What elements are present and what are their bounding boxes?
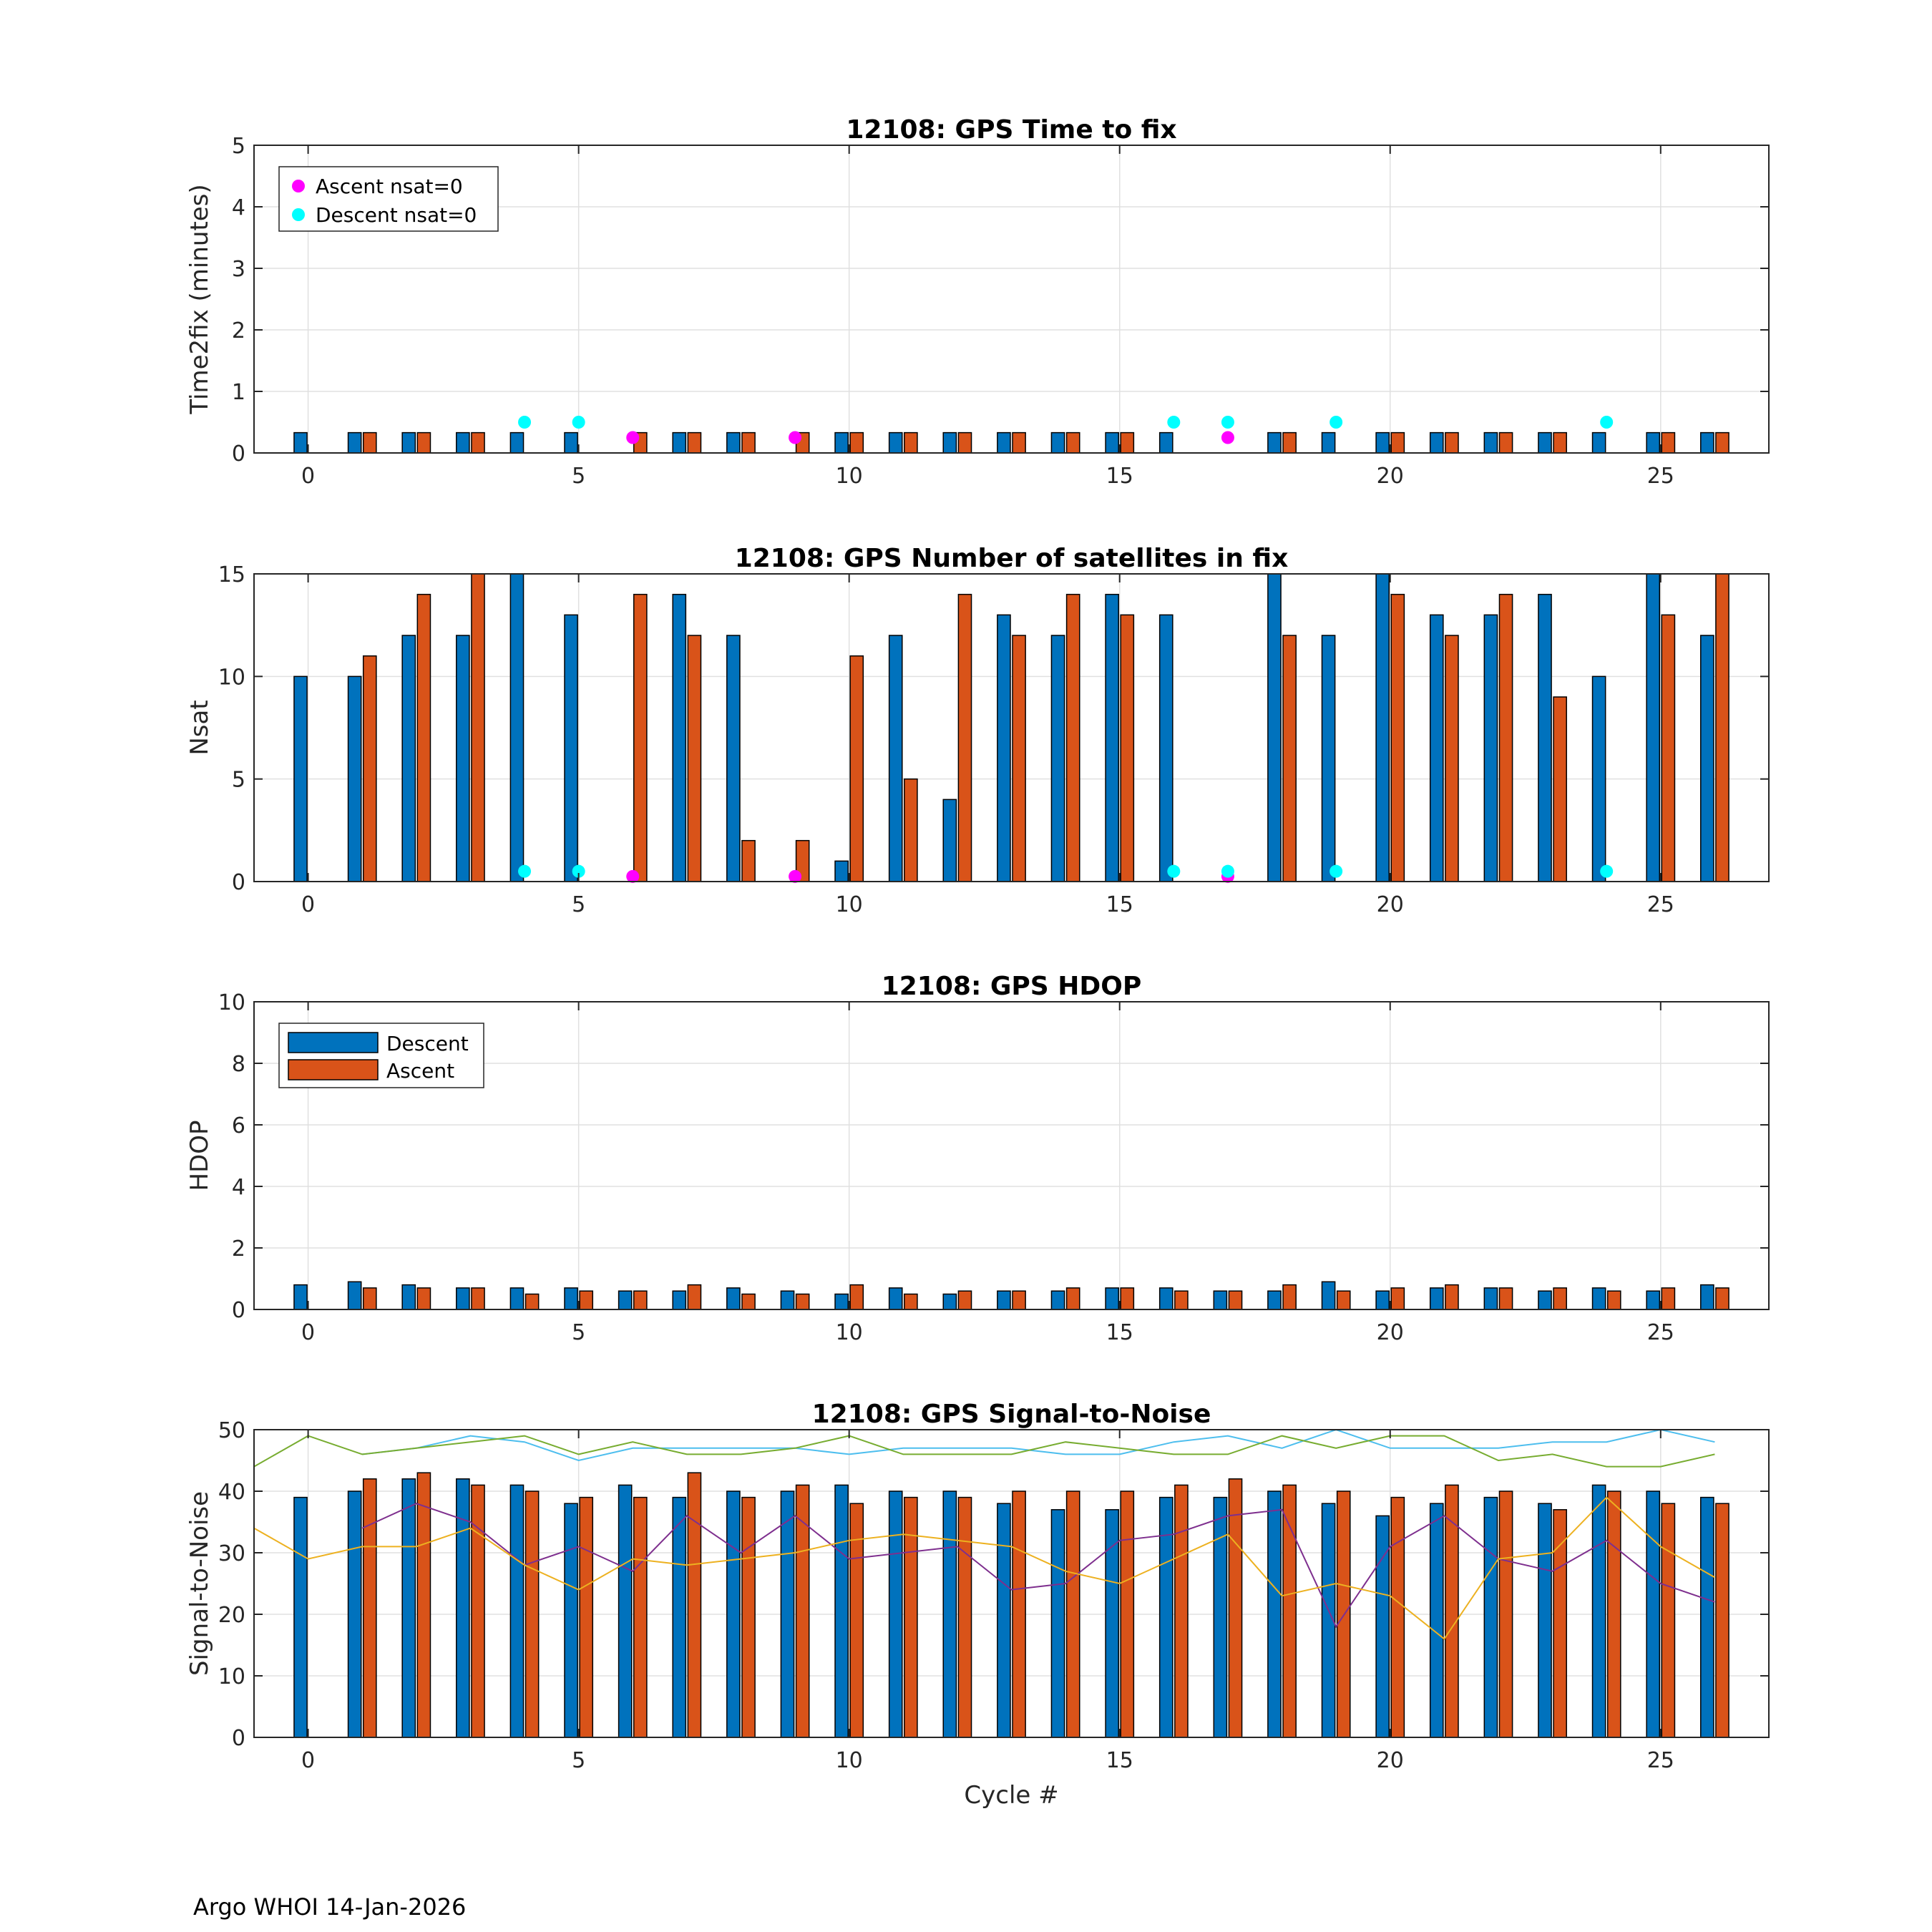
x-tick-label: 20 bbox=[1376, 464, 1404, 489]
bar-descent-8 bbox=[727, 1288, 740, 1309]
x-tick-label: 0 bbox=[301, 1320, 316, 1345]
bar-ascent-23 bbox=[1553, 1510, 1566, 1737]
y-tick-label: 8 bbox=[231, 1052, 245, 1077]
bar-descent-10 bbox=[835, 1294, 848, 1310]
bar-descent-5 bbox=[565, 615, 577, 882]
bar-descent-15 bbox=[1106, 1288, 1118, 1309]
bar-ascent-1 bbox=[364, 656, 376, 882]
bar-ascent-10 bbox=[850, 1285, 863, 1309]
bar-ascent-13 bbox=[1013, 1491, 1025, 1737]
bar-descent-26 bbox=[1701, 433, 1714, 453]
bar-descent-7 bbox=[673, 595, 686, 882]
bar-descent-9 bbox=[781, 1491, 794, 1737]
y-tick-label: 2 bbox=[231, 1236, 245, 1262]
y-tick-label: 1 bbox=[231, 380, 245, 405]
bar-descent-4 bbox=[510, 1485, 523, 1737]
legend-descent-swatch bbox=[288, 1033, 378, 1053]
x-tick-label: 15 bbox=[1106, 1320, 1133, 1345]
bar-descent-11 bbox=[889, 1491, 902, 1737]
bar-descent-13 bbox=[997, 615, 1010, 882]
bar-descent-16 bbox=[1160, 1288, 1173, 1309]
bar-descent-8 bbox=[727, 635, 740, 882]
bar-descent-18 bbox=[1268, 574, 1281, 882]
chart-title: 12108: GPS HDOP bbox=[881, 972, 1142, 1001]
y-tick-label: 0 bbox=[231, 1298, 245, 1323]
x-tick-label: 10 bbox=[835, 892, 863, 917]
bar-descent-14 bbox=[1051, 1291, 1064, 1309]
bar-ascent-12 bbox=[958, 1498, 971, 1737]
bar-descent-25 bbox=[1646, 1491, 1659, 1737]
legend-ascent-label: Ascent bbox=[386, 1059, 455, 1083]
bar-descent-23 bbox=[1538, 595, 1551, 882]
bar-ascent-3 bbox=[472, 433, 484, 453]
y-tick-label: 2 bbox=[231, 318, 245, 343]
y-axis-label: Nsat bbox=[185, 700, 214, 756]
bar-descent-14 bbox=[1051, 635, 1064, 882]
bar-descent-16 bbox=[1160, 1498, 1173, 1737]
legend-descent-label: Descent bbox=[386, 1032, 469, 1055]
x-tick-label: 0 bbox=[301, 892, 316, 917]
bar-descent-25 bbox=[1646, 433, 1659, 453]
footer-text: Argo WHOI 14-Jan-2026 bbox=[193, 1893, 467, 1921]
bar-descent-22 bbox=[1484, 1498, 1497, 1737]
y-tick-label: 0 bbox=[231, 1726, 245, 1751]
bar-descent-1 bbox=[348, 433, 361, 453]
bar-descent-16 bbox=[1160, 615, 1173, 882]
bar-ascent-26 bbox=[1716, 1503, 1729, 1737]
bar-ascent-4 bbox=[526, 1491, 539, 1737]
x-tick-label: 10 bbox=[835, 1748, 863, 1773]
bar-ascent-25 bbox=[1662, 433, 1674, 453]
bar-descent-20 bbox=[1376, 1516, 1389, 1737]
bar-descent-26 bbox=[1701, 1498, 1714, 1737]
bar-ascent-18 bbox=[1283, 635, 1296, 882]
bar-descent-13 bbox=[997, 433, 1010, 453]
marker-descent-nsat0 bbox=[518, 416, 531, 429]
bar-descent-21 bbox=[1430, 1288, 1443, 1309]
bar-descent-19 bbox=[1322, 635, 1335, 882]
bar-ascent-8 bbox=[742, 1498, 755, 1737]
bar-ascent-13 bbox=[1013, 1291, 1025, 1309]
bar-descent-22 bbox=[1484, 1288, 1497, 1309]
y-tick-label: 10 bbox=[218, 665, 245, 691]
bar-ascent-20 bbox=[1391, 595, 1404, 882]
bar-ascent-16 bbox=[1175, 1291, 1188, 1309]
bar-ascent-7 bbox=[688, 433, 701, 453]
x-tick-label: 25 bbox=[1646, 892, 1674, 917]
bar-descent-25 bbox=[1646, 1291, 1659, 1309]
bar-descent-24 bbox=[1593, 433, 1606, 453]
marker-descent-nsat0 bbox=[572, 416, 585, 429]
marker-descent-nsat0 bbox=[518, 865, 531, 878]
bar-ascent-22 bbox=[1499, 433, 1512, 453]
bar-descent-21 bbox=[1430, 433, 1443, 453]
bar-ascent-11 bbox=[904, 779, 917, 882]
bar-ascent-13 bbox=[1013, 433, 1025, 453]
bar-descent-18 bbox=[1268, 1491, 1281, 1737]
marker-descent-nsat0 bbox=[1221, 416, 1234, 429]
y-tick-label: 6 bbox=[231, 1113, 245, 1138]
bar-descent-2 bbox=[402, 1479, 415, 1737]
bar-ascent-11 bbox=[904, 433, 917, 453]
bar-ascent-25 bbox=[1662, 615, 1674, 882]
bar-ascent-6 bbox=[634, 1291, 647, 1309]
bar-descent-14 bbox=[1051, 433, 1064, 453]
bar-descent-0 bbox=[294, 676, 307, 882]
bar-ascent-16 bbox=[1175, 1485, 1188, 1737]
bar-descent-10 bbox=[835, 861, 848, 882]
y-tick-label: 0 bbox=[231, 870, 245, 895]
bar-descent-22 bbox=[1484, 615, 1497, 882]
bar-ascent-21 bbox=[1445, 433, 1458, 453]
bar-ascent-14 bbox=[1067, 595, 1080, 882]
x-tick-label: 5 bbox=[572, 464, 586, 489]
bar-ascent-4 bbox=[526, 1294, 539, 1310]
bar-descent-19 bbox=[1322, 1282, 1335, 1309]
x-tick-label: 5 bbox=[572, 892, 586, 917]
panel-nsat bbox=[185, 544, 1769, 917]
bar-ascent-11 bbox=[904, 1294, 917, 1310]
marker-descent-nsat0 bbox=[1167, 416, 1180, 429]
bar-descent-15 bbox=[1106, 595, 1118, 882]
bar-descent-13 bbox=[997, 1291, 1010, 1309]
bar-ascent-2 bbox=[417, 433, 430, 453]
bar-descent-24 bbox=[1593, 1485, 1606, 1737]
bar-descent-18 bbox=[1268, 1291, 1281, 1309]
bar-ascent-7 bbox=[688, 1473, 701, 1737]
x-tick-label: 20 bbox=[1376, 1748, 1404, 1773]
bar-descent-5 bbox=[565, 1288, 577, 1309]
bar-ascent-13 bbox=[1013, 635, 1025, 882]
bar-descent-12 bbox=[943, 1294, 956, 1310]
bar-descent-13 bbox=[997, 1503, 1010, 1737]
marker-ascent-nsat0 bbox=[626, 431, 639, 444]
bar-descent-3 bbox=[457, 433, 469, 453]
bar-descent-23 bbox=[1538, 1503, 1551, 1737]
bar-descent-7 bbox=[673, 433, 686, 453]
x-tick-label: 0 bbox=[301, 1748, 316, 1773]
bar-ascent-20 bbox=[1391, 433, 1404, 453]
bar-descent-1 bbox=[348, 676, 361, 882]
x-tick-label: 5 bbox=[572, 1748, 586, 1773]
bar-ascent-21 bbox=[1445, 635, 1458, 882]
legend-descent-nsat0-marker bbox=[292, 208, 305, 221]
x-tick-label: 20 bbox=[1376, 892, 1404, 917]
marker-descent-nsat0 bbox=[1600, 865, 1613, 878]
bar-ascent-17 bbox=[1229, 1479, 1241, 1737]
marker-descent-nsat0 bbox=[1330, 865, 1342, 878]
bar-descent-12 bbox=[943, 1491, 956, 1737]
marker-descent-nsat0 bbox=[1221, 865, 1234, 878]
marker-descent-nsat0 bbox=[1600, 416, 1613, 429]
panel-hdop bbox=[185, 972, 1769, 1345]
y-tick-label: 5 bbox=[231, 767, 245, 793]
bar-ascent-23 bbox=[1553, 697, 1566, 882]
bar-ascent-22 bbox=[1499, 1288, 1512, 1309]
bar-ascent-26 bbox=[1716, 433, 1729, 453]
bar-descent-8 bbox=[727, 433, 740, 453]
y-axis-label: Signal-to-Noise bbox=[185, 1491, 214, 1677]
bar-ascent-14 bbox=[1067, 1288, 1080, 1309]
bar-descent-12 bbox=[943, 799, 956, 882]
bar-descent-10 bbox=[835, 1485, 848, 1737]
bar-ascent-18 bbox=[1283, 433, 1296, 453]
bar-descent-21 bbox=[1430, 615, 1443, 882]
marker-ascent-nsat0 bbox=[1221, 431, 1234, 444]
bar-descent-11 bbox=[889, 635, 902, 882]
x-tick-label: 15 bbox=[1106, 464, 1133, 489]
x-axis-label: Cycle # bbox=[964, 1781, 1059, 1810]
bar-descent-5 bbox=[565, 433, 577, 453]
y-axis-label: Time2fix (minutes) bbox=[185, 184, 214, 414]
bar-ascent-3 bbox=[472, 1288, 484, 1309]
x-tick-label: 10 bbox=[835, 1320, 863, 1345]
legend-descent-nsat0-label: Descent nsat=0 bbox=[316, 203, 477, 227]
bar-descent-6 bbox=[619, 1485, 632, 1737]
bar-descent-14 bbox=[1051, 1510, 1064, 1737]
bar-descent-18 bbox=[1268, 433, 1281, 453]
y-tick-label: 30 bbox=[218, 1541, 245, 1566]
bar-ascent-20 bbox=[1391, 1498, 1404, 1737]
panel-ttf bbox=[185, 115, 1769, 489]
bar-ascent-1 bbox=[364, 1479, 376, 1737]
bar-ascent-1 bbox=[364, 1288, 376, 1309]
bar-descent-2 bbox=[402, 433, 415, 453]
bar-descent-1 bbox=[348, 1491, 361, 1737]
bar-ascent-2 bbox=[417, 1288, 430, 1309]
bar-descent-9 bbox=[781, 1291, 794, 1309]
bar-ascent-25 bbox=[1662, 1503, 1674, 1737]
bar-ascent-26 bbox=[1716, 1288, 1729, 1309]
bar-descent-0 bbox=[294, 1498, 307, 1737]
bar-ascent-15 bbox=[1121, 433, 1133, 453]
bar-descent-24 bbox=[1593, 1288, 1606, 1309]
bar-descent-4 bbox=[510, 1288, 523, 1309]
bar-descent-25 bbox=[1646, 574, 1659, 882]
bar-descent-17 bbox=[1214, 1498, 1226, 1737]
bar-descent-4 bbox=[510, 574, 523, 882]
x-tick-label: 25 bbox=[1646, 1320, 1674, 1345]
bar-ascent-14 bbox=[1067, 433, 1080, 453]
bar-descent-23 bbox=[1538, 1291, 1551, 1309]
y-axis-label: HDOP bbox=[185, 1120, 214, 1191]
chart-title: 12108: GPS Time to fix bbox=[846, 115, 1177, 145]
bar-descent-20 bbox=[1376, 1291, 1389, 1309]
legend-ascent-nsat0-label: Ascent nsat=0 bbox=[316, 175, 463, 198]
bar-ascent-21 bbox=[1445, 1485, 1458, 1737]
bar-ascent-22 bbox=[1499, 595, 1512, 882]
bar-ascent-20 bbox=[1391, 1288, 1404, 1309]
bar-ascent-17 bbox=[1229, 1291, 1241, 1309]
bar-descent-15 bbox=[1106, 1510, 1118, 1737]
bar-ascent-12 bbox=[958, 433, 971, 453]
bar-ascent-9 bbox=[796, 1485, 809, 1737]
bar-ascent-10 bbox=[850, 433, 863, 453]
bar-descent-17 bbox=[1214, 1291, 1226, 1309]
y-tick-label: 10 bbox=[218, 1664, 245, 1689]
bar-ascent-23 bbox=[1553, 1288, 1566, 1309]
bar-ascent-6 bbox=[634, 1498, 647, 1737]
bar-descent-7 bbox=[673, 1291, 686, 1309]
marker-descent-nsat0 bbox=[1167, 865, 1180, 878]
y-tick-label: 10 bbox=[218, 990, 245, 1015]
bar-ascent-18 bbox=[1283, 1285, 1296, 1309]
x-tick-label: 0 bbox=[301, 464, 316, 489]
bar-ascent-22 bbox=[1499, 1491, 1512, 1737]
bar-descent-20 bbox=[1376, 574, 1389, 882]
legend-ascent-swatch bbox=[288, 1060, 378, 1080]
bar-descent-20 bbox=[1376, 433, 1389, 453]
bar-ascent-7 bbox=[688, 635, 701, 882]
y-tick-label: 5 bbox=[231, 134, 245, 159]
bar-ascent-2 bbox=[417, 595, 430, 882]
bar-ascent-11 bbox=[904, 1498, 917, 1737]
bar-ascent-15 bbox=[1121, 1491, 1133, 1737]
bar-ascent-12 bbox=[958, 595, 971, 882]
chart-title: 12108: GPS Signal-to-Noise bbox=[811, 1400, 1211, 1429]
bar-descent-11 bbox=[889, 1288, 902, 1309]
bar-descent-22 bbox=[1484, 433, 1497, 453]
y-tick-label: 4 bbox=[231, 1175, 245, 1200]
bar-descent-0 bbox=[294, 1285, 307, 1309]
y-tick-label: 4 bbox=[231, 195, 245, 220]
bar-descent-16 bbox=[1160, 433, 1173, 453]
x-tick-label: 5 bbox=[572, 1320, 586, 1345]
bar-ascent-12 bbox=[958, 1291, 971, 1309]
bar-ascent-21 bbox=[1445, 1285, 1458, 1309]
y-tick-label: 0 bbox=[231, 441, 245, 467]
bar-descent-11 bbox=[889, 433, 902, 453]
bar-descent-26 bbox=[1701, 1285, 1714, 1309]
bar-descent-23 bbox=[1538, 433, 1551, 453]
bar-descent-4 bbox=[510, 433, 523, 453]
bar-descent-21 bbox=[1430, 1503, 1443, 1737]
bar-ascent-23 bbox=[1553, 433, 1566, 453]
bar-ascent-18 bbox=[1283, 1485, 1296, 1737]
bar-ascent-15 bbox=[1121, 615, 1133, 882]
x-tick-label: 20 bbox=[1376, 1320, 1404, 1345]
bar-ascent-8 bbox=[742, 841, 755, 882]
bar-descent-24 bbox=[1593, 676, 1606, 882]
bar-descent-7 bbox=[673, 1498, 686, 1737]
bar-ascent-10 bbox=[850, 656, 863, 882]
bar-descent-3 bbox=[457, 1288, 469, 1309]
x-tick-label: 10 bbox=[835, 464, 863, 489]
bar-descent-1 bbox=[348, 1282, 361, 1309]
bar-ascent-8 bbox=[742, 433, 755, 453]
bar-ascent-9 bbox=[796, 1294, 809, 1310]
bar-descent-12 bbox=[943, 433, 956, 453]
marker-ascent-nsat0 bbox=[789, 431, 801, 444]
bar-ascent-7 bbox=[688, 1285, 701, 1309]
bar-ascent-24 bbox=[1608, 1291, 1621, 1309]
bar-ascent-24 bbox=[1608, 1491, 1621, 1737]
bar-descent-8 bbox=[727, 1491, 740, 1737]
y-tick-label: 3 bbox=[231, 257, 245, 282]
y-tick-label: 50 bbox=[218, 1418, 245, 1443]
bar-ascent-6 bbox=[634, 595, 647, 882]
bar-descent-5 bbox=[565, 1503, 577, 1737]
bar-ascent-3 bbox=[472, 1485, 484, 1737]
x-tick-label: 15 bbox=[1106, 892, 1133, 917]
bar-descent-2 bbox=[402, 1285, 415, 1309]
bar-descent-15 bbox=[1106, 433, 1118, 453]
bar-ascent-8 bbox=[742, 1294, 755, 1310]
chart-title: 12108: GPS Number of satellites in fix bbox=[734, 544, 1289, 573]
bar-descent-10 bbox=[835, 433, 848, 453]
bar-ascent-5 bbox=[580, 1291, 592, 1309]
x-tick-label: 25 bbox=[1646, 1748, 1674, 1773]
bar-descent-0 bbox=[294, 433, 307, 453]
bar-descent-3 bbox=[457, 635, 469, 882]
y-tick-label: 40 bbox=[218, 1480, 245, 1505]
bar-ascent-14 bbox=[1067, 1491, 1080, 1737]
bar-descent-26 bbox=[1701, 635, 1714, 882]
bar-ascent-15 bbox=[1121, 1288, 1133, 1309]
bar-ascent-2 bbox=[417, 1473, 430, 1737]
legend-ascent-nsat0-marker bbox=[292, 180, 305, 192]
y-tick-label: 15 bbox=[218, 562, 245, 587]
bar-ascent-3 bbox=[472, 574, 484, 882]
bar-descent-6 bbox=[619, 1291, 632, 1309]
bar-ascent-1 bbox=[364, 433, 376, 453]
x-tick-label: 15 bbox=[1106, 1748, 1133, 1773]
bar-ascent-26 bbox=[1716, 574, 1729, 882]
bar-descent-19 bbox=[1322, 433, 1335, 453]
x-tick-label: 25 bbox=[1646, 464, 1674, 489]
bar-ascent-5 bbox=[580, 1498, 592, 1737]
y-tick-label: 20 bbox=[218, 1603, 245, 1628]
marker-descent-nsat0 bbox=[1330, 416, 1342, 429]
bar-descent-2 bbox=[402, 635, 415, 882]
bar-ascent-25 bbox=[1662, 1288, 1674, 1309]
bar-ascent-19 bbox=[1337, 1291, 1350, 1309]
